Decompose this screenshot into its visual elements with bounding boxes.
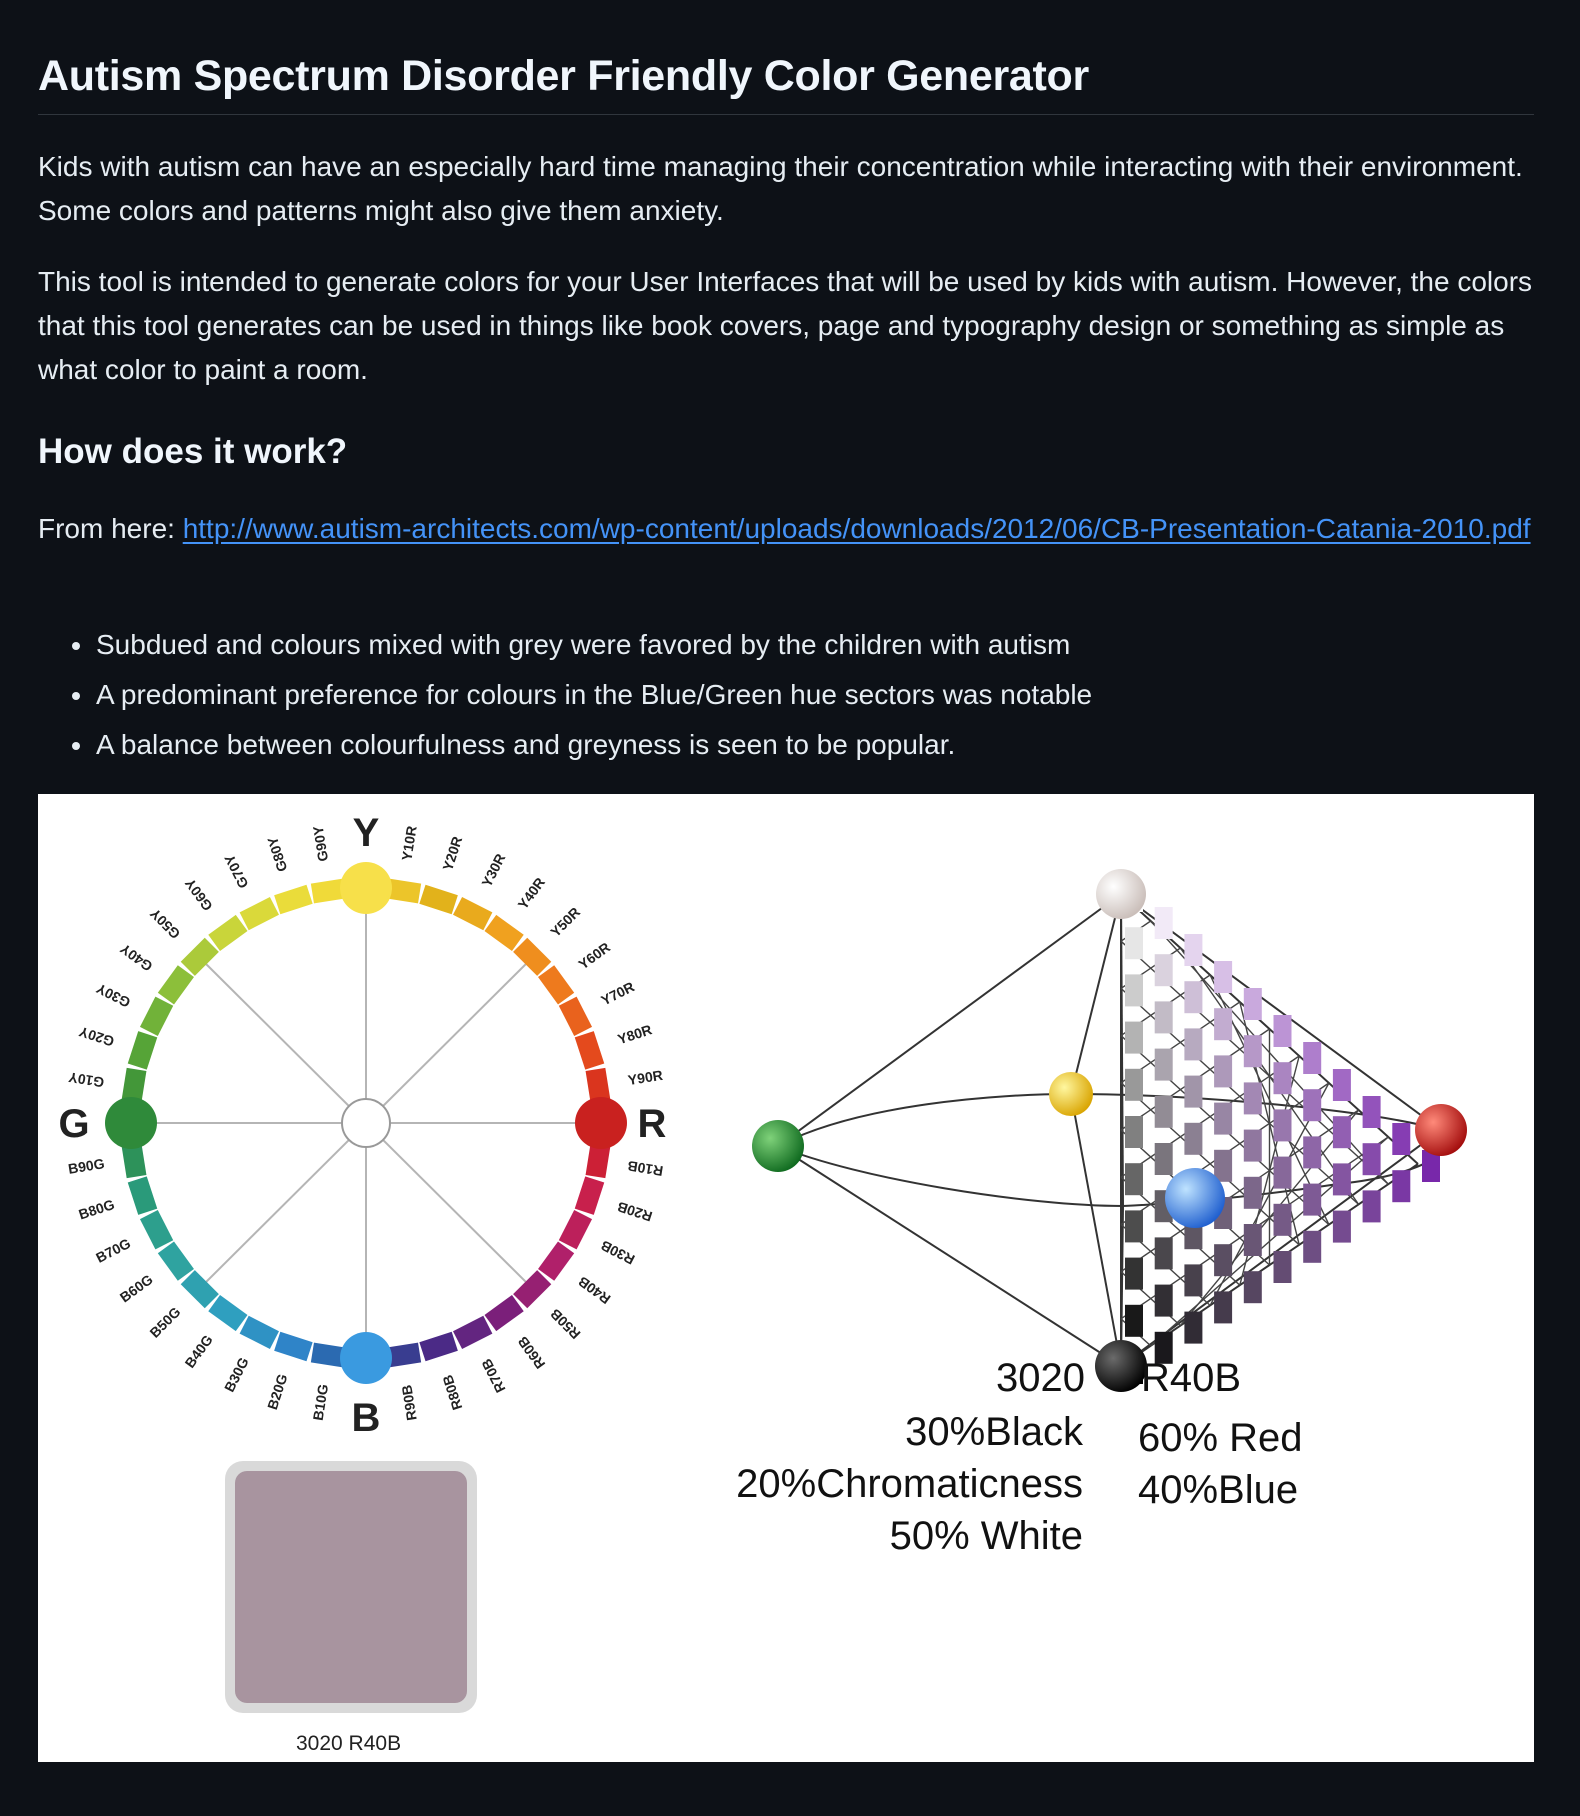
nuance-cell xyxy=(1392,1123,1410,1155)
nuance-cell xyxy=(1274,1157,1292,1189)
hue-label: B40G xyxy=(181,1331,216,1371)
nuance-cell xyxy=(1303,1136,1321,1168)
hue-label: Y40R xyxy=(514,874,549,913)
hue-segment xyxy=(484,1295,523,1331)
nuance-cell xyxy=(1303,1089,1321,1121)
hue-label: B70G xyxy=(93,1234,134,1266)
hue-label: R10B xyxy=(626,1157,665,1180)
hue-label: B30G xyxy=(220,1354,252,1395)
page-title: Autism Spectrum Disorder Friendly Color Generator xyxy=(38,52,1089,100)
nuance-cell xyxy=(1155,1237,1173,1269)
nuance-cell xyxy=(1125,1305,1143,1337)
pole-blue-dot xyxy=(340,1332,392,1384)
hue-label: G70Y xyxy=(221,851,252,891)
hue-segment xyxy=(208,915,247,951)
white-sphere xyxy=(1096,869,1146,919)
hue-label: R20B xyxy=(615,1198,655,1225)
hue-segment xyxy=(453,1316,492,1349)
nuance-cell xyxy=(1274,1109,1292,1141)
nuance-cell xyxy=(1155,1001,1173,1033)
hue-label: R40B xyxy=(575,1273,614,1308)
black-sphere xyxy=(1095,1340,1147,1392)
hue-label: Y10R xyxy=(398,824,420,862)
hue-label: B50G xyxy=(146,1303,184,1341)
title-divider xyxy=(38,114,1534,115)
nuance-cell xyxy=(1155,1143,1173,1175)
list-item: A predominant preference for colours in the Blue/Green hue sectors was notable xyxy=(96,670,1092,720)
notation-red: 60% Red xyxy=(1138,1416,1303,1460)
pole-red-dot xyxy=(575,1097,627,1149)
nuance-cell xyxy=(1155,907,1173,939)
hue-label: B10G xyxy=(309,1382,332,1422)
hue-segment xyxy=(208,1295,247,1331)
hue-label: Y20R xyxy=(439,834,466,873)
hue-segment xyxy=(128,1031,158,1070)
nuance-cell xyxy=(1125,1022,1143,1054)
hue-label: R80B xyxy=(439,1373,466,1412)
swatch-label: 3020 R40B xyxy=(296,1732,402,1755)
nuance-cell xyxy=(1333,1069,1351,1101)
hue-segment xyxy=(158,965,194,1004)
nuance-cell xyxy=(1363,1143,1381,1175)
nuance-cell xyxy=(1274,1204,1292,1236)
hue-segment xyxy=(484,915,523,951)
hue-label: R90B xyxy=(398,1383,420,1422)
color-swatch xyxy=(225,1461,477,1713)
list-item: Subdued and colours mixed with grey were favored by the children with autism xyxy=(96,620,1092,670)
hue-segment xyxy=(453,897,492,930)
pole-green-dot xyxy=(105,1097,157,1149)
source-link[interactable]: http://www.autism-architects.com/wp-content/uploads/downloads/2012/06/CB-Presentation-Catania-2010.pdf xyxy=(182,513,1531,544)
red-sphere xyxy=(1415,1104,1467,1156)
purple-nuance-grid xyxy=(1125,880,1440,1384)
nuance-cell xyxy=(1303,1231,1321,1263)
hue-label: G50Y xyxy=(146,905,184,943)
hue-segment xyxy=(538,1241,574,1280)
nuance-cell xyxy=(1155,1096,1173,1128)
hue-label: Y50R xyxy=(547,903,584,941)
swatch-fill xyxy=(235,1471,467,1703)
nuance-cell xyxy=(1184,1264,1202,1296)
hue-segment xyxy=(575,1176,605,1215)
hue-label: Y90R xyxy=(626,1066,664,1089)
nuance-cell xyxy=(1125,974,1143,1006)
nuance-cell xyxy=(1333,1116,1351,1148)
pole-label-g: G xyxy=(58,1102,90,1146)
intro-paragraph-2: This tool is intended to generate colors for your User Interfaces that will be used by kids with autism. However, the colors that this tool generates can be used in things like book covers, page and typography design or something as simple as what color to paint a room. xyxy=(38,266,1533,385)
hue-label: R60B xyxy=(514,1333,549,1372)
source-paragraph xyxy=(38,507,1534,551)
hue-label: G90Y xyxy=(309,824,332,863)
hue-segment xyxy=(240,897,279,930)
nuance-cell xyxy=(1363,1190,1381,1222)
hue-segment xyxy=(419,885,458,915)
notation-blue: 40%Blue xyxy=(1138,1468,1299,1512)
nuance-cell xyxy=(1184,981,1202,1013)
ncs-color-figure xyxy=(38,794,1534,1762)
intro-paragraph-1: Kids with autism can have an especially hard time managing their concentration while interacting with their environment. Some colors and patterns might also give them anxiety. xyxy=(38,151,1523,226)
nuance-cell xyxy=(1392,1170,1410,1202)
pole-label-r: R xyxy=(637,1102,667,1146)
nuance-cell xyxy=(1184,1028,1202,1060)
hue-label: R30B xyxy=(598,1237,638,1268)
nuance-cell xyxy=(1125,1116,1143,1148)
hue-segment xyxy=(419,1332,458,1362)
color-wheel xyxy=(58,811,666,1440)
hue-label: R50B xyxy=(546,1305,584,1343)
nuance-cell xyxy=(1125,1163,1143,1195)
nuance-cell xyxy=(1274,1251,1292,1283)
notation-white: 50% White xyxy=(889,1514,1083,1558)
notation-black: 30%Black xyxy=(905,1410,1083,1454)
nuance-cell xyxy=(1244,1224,1262,1256)
hue-segment xyxy=(140,1210,173,1249)
nuance-cell xyxy=(1125,1210,1143,1242)
hue-segment xyxy=(240,1316,279,1349)
pole-yellow-dot xyxy=(340,862,392,914)
nuance-cell xyxy=(1214,1244,1232,1276)
nuance-cell xyxy=(1214,1150,1232,1182)
hue-label: B90G xyxy=(66,1155,106,1177)
pole-label-b: B xyxy=(351,1396,381,1440)
hue-label: Y30R xyxy=(478,850,509,890)
hue-label: G40Y xyxy=(117,940,156,975)
nuance-cell xyxy=(1184,934,1202,966)
hue-label: Y60R xyxy=(575,938,614,973)
nuance-cell xyxy=(1244,1082,1262,1114)
hue-segment xyxy=(559,1210,592,1249)
notation-chromaticness: 20%Chromaticness xyxy=(736,1462,1083,1506)
yellow-sphere xyxy=(1049,1072,1093,1116)
hue-label: G20Y xyxy=(76,1023,117,1050)
nuance-cell xyxy=(1155,1049,1173,1081)
nuance-cell xyxy=(1244,1271,1262,1303)
ncs-color-solid xyxy=(752,869,1467,1392)
nuance-cell xyxy=(1184,1123,1202,1155)
hue-label: B20G xyxy=(264,1371,291,1412)
nuance-cell xyxy=(1155,954,1173,986)
hue-segment xyxy=(140,997,173,1036)
pole-label-y: Y xyxy=(352,811,380,855)
section-heading: How does it work? xyxy=(38,432,348,471)
hue-label: G30Y xyxy=(93,980,133,1011)
hue-segment xyxy=(575,1031,605,1070)
hue-segment xyxy=(158,1241,194,1280)
nuance-cell xyxy=(1214,961,1232,993)
nuance-cell xyxy=(1244,1177,1262,1209)
notation-hue: R40B xyxy=(1141,1356,1242,1400)
hue-label: G80Y xyxy=(264,834,291,874)
hue-label: G60Y xyxy=(181,875,216,914)
hue-segment xyxy=(559,997,592,1036)
hue-segment xyxy=(274,885,313,915)
nuance-cell xyxy=(1244,1035,1262,1067)
nuance-cell xyxy=(1244,1130,1262,1162)
hue-segment xyxy=(538,965,574,1004)
hue-segment xyxy=(128,1176,158,1215)
nuance-cell xyxy=(1214,1008,1232,1040)
nuance-cell xyxy=(1214,1055,1232,1087)
nuance-cell xyxy=(1303,1042,1321,1074)
source-prefix: From here: xyxy=(38,513,183,544)
nuance-cell xyxy=(1184,1076,1202,1108)
nuance-cell xyxy=(1214,1291,1232,1323)
list-item: A balance between colourfulness and greyness is seen to be popular. xyxy=(96,720,1092,770)
nuance-cell xyxy=(1214,1103,1232,1135)
nuance-cell xyxy=(1274,1015,1292,1047)
hue-label: G10Y xyxy=(67,1069,106,1091)
nuance-cell xyxy=(1363,1096,1381,1128)
nuance-cell xyxy=(1303,1184,1321,1216)
hue-segment xyxy=(274,1332,313,1362)
nuance-cell xyxy=(1244,988,1262,1020)
hue-label: R70B xyxy=(478,1356,509,1396)
blue-sphere xyxy=(1165,1168,1225,1228)
nuance-cell xyxy=(1184,1312,1202,1344)
nuance-cell xyxy=(1125,927,1143,959)
hue-label: Y80R xyxy=(615,1021,654,1048)
findings-list xyxy=(38,620,1092,770)
nuance-cell xyxy=(1125,1069,1143,1101)
nuance-cell xyxy=(1333,1163,1351,1195)
wheel-center xyxy=(342,1099,390,1147)
hue-label: B80G xyxy=(76,1196,117,1223)
nuance-cell xyxy=(1125,1258,1143,1290)
hue-label: Y70R xyxy=(598,978,637,1009)
green-sphere xyxy=(752,1120,804,1172)
nuance-cell xyxy=(1333,1211,1351,1243)
nuance-cell xyxy=(1155,1285,1173,1317)
hue-label: B60G xyxy=(116,1271,156,1306)
notation-nuance: 3020 xyxy=(996,1356,1085,1400)
nuance-cell xyxy=(1274,1062,1292,1094)
